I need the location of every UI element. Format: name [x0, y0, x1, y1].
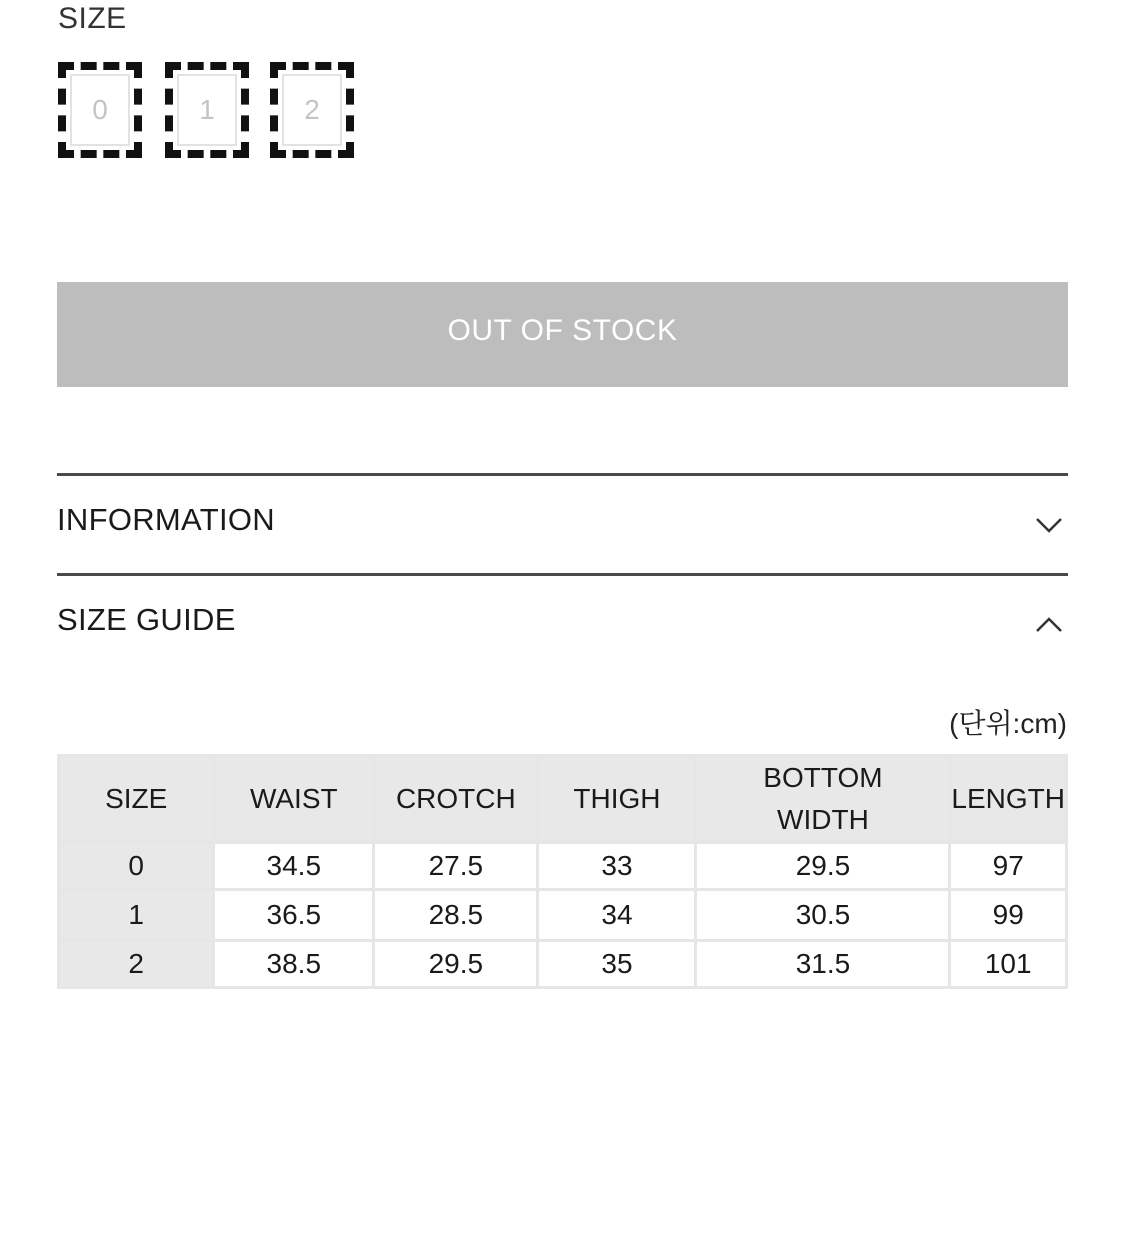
table-cell: 29.5	[696, 843, 950, 890]
table-cell: 0	[59, 843, 214, 890]
header-length: LENGTH	[950, 756, 1067, 843]
size-options	[58, 62, 377, 158]
table-row	[59, 941, 1067, 988]
table-cell: 99	[950, 890, 1067, 941]
table-cell: 31.5	[696, 941, 950, 988]
header-thigh: THIGH	[538, 756, 696, 843]
out-of-stock-button[interactable]: OUT OF STOCK	[57, 282, 1068, 387]
header-size: SIZE	[59, 756, 214, 843]
divider	[57, 473, 1068, 476]
size-guide-title: SIZE GUIDE	[57, 602, 236, 637]
chevron-down-icon	[1036, 512, 1062, 538]
unit-label: (단위:cm)	[949, 708, 1067, 739]
table-row	[59, 843, 1067, 890]
size-option-0[interactable]	[58, 62, 142, 158]
table-cell: 30.5	[696, 890, 950, 941]
table-cell: 97	[950, 843, 1067, 890]
table-cell: 33	[538, 843, 696, 890]
table-cell: 101	[950, 941, 1067, 988]
table-cell: 27.5	[374, 843, 538, 890]
header-bottom-width: BOTTOM WIDTH	[696, 756, 950, 843]
size-option-1[interactable]	[165, 62, 249, 158]
table-cell: 34	[538, 890, 696, 941]
table-cell: 28.5	[374, 890, 538, 941]
table-cell: 2	[59, 941, 214, 988]
table-header-row	[59, 756, 1067, 843]
table-cell: 38.5	[214, 941, 374, 988]
size-option-2[interactable]	[270, 62, 354, 158]
header-crotch: CROTCH	[374, 756, 538, 843]
divider	[57, 573, 1068, 576]
table-cell: 29.5	[374, 941, 538, 988]
table-cell: 35	[538, 941, 696, 988]
table-row	[59, 890, 1067, 941]
size-guide-table	[57, 754, 1068, 989]
chevron-up-icon	[1036, 612, 1062, 638]
size-option-label: 0	[70, 74, 130, 146]
size-option-label: 1	[177, 74, 237, 146]
size-option-label: 2	[282, 74, 342, 146]
size-guide-accordion-header[interactable]	[57, 602, 1068, 638]
table-cell: 1	[59, 890, 214, 941]
information-accordion-header[interactable]	[57, 502, 1068, 538]
table-cell: 36.5	[214, 890, 374, 941]
header-waist: WAIST	[214, 756, 374, 843]
information-title: INFORMATION	[57, 502, 275, 537]
size-label: SIZE	[58, 2, 127, 35]
table-cell: 34.5	[214, 843, 374, 890]
